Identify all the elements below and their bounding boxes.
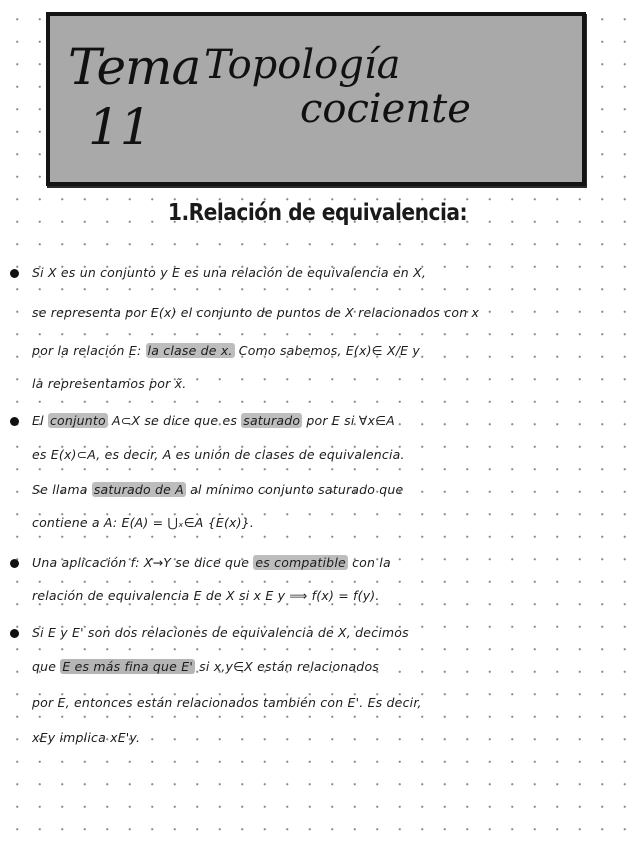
p1-line3-b: Como sabemos, E(x)∈ X/E y [234, 343, 420, 358]
p1-highlight-class: la clase de x. [147, 343, 233, 358]
p2-line4: contiene a A: E(A) = ⋃ₓ∈A {E(x)}. [32, 515, 255, 530]
p2-highlight-saturado-de-a: saturado de A [93, 482, 184, 497]
p1-line3 [32, 343, 420, 358]
title-line1: Topología [204, 42, 401, 88]
p3-highlight-compatible: es compatible [255, 555, 346, 570]
p1-line3-a: por la relación E: [32, 343, 146, 358]
bullet-point-2 [10, 417, 19, 426]
p4-line1: Si E y E' son dos relaciones de equivalencia de X, decimos [32, 625, 409, 640]
section-heading: 1.Relación de equivalencia: [167, 200, 468, 226]
p4-line2 [32, 659, 379, 674]
p3-line2: relación de equivalencia E de X si x E y ⟹ f(x) = f(y). [32, 588, 380, 603]
p2-line3-b: al mínimo conjunto saturado que [185, 482, 404, 497]
p2-line3-a: Se llama [32, 482, 92, 497]
p2-line1-b: A⊂X se dice que es [107, 413, 242, 428]
p3-line1-a: Una aplicación f: X→Y se dice que [32, 555, 254, 570]
bullet-point-1 [10, 269, 19, 278]
p3-line1 [32, 555, 391, 570]
p2-line1-a: El [32, 413, 48, 428]
p2-line2: es E(x)⊂A, es decir, A es unión de clases de equivalencia. [32, 447, 405, 462]
title-box [46, 12, 586, 186]
p4-line4: xEy implica xE'y. [32, 730, 141, 745]
p4-highlight-mas-fina: E es más fina que E' [62, 659, 193, 674]
title-number: 11 [88, 98, 152, 156]
p2-highlight-saturado: saturado [243, 413, 301, 428]
bullet-point-4 [10, 629, 19, 638]
p1-line2: se representa por E(x) el conjunto de puntos de X relacionados con x [32, 305, 480, 320]
bullet-point-3 [10, 559, 19, 568]
p4-line2-b: si x,y∈X están relacionados [194, 659, 380, 674]
p1-line1: Si X es un conjunto y E es una relación de equivalencia en X, [32, 265, 427, 280]
title-line2: cociente [300, 86, 471, 132]
p1-line4: la representamos por x̃. [32, 376, 187, 391]
p2-line1 [32, 413, 395, 428]
p3-line1-b: con la [347, 555, 391, 570]
p2-highlight-conjunto: conjunto [49, 413, 106, 428]
p2-line3 [32, 482, 403, 497]
p4-line3: por E, entonces están relacionados también con E'. Es decir, [32, 695, 422, 710]
p4-line2-a: que [32, 659, 61, 674]
p2-line1-c: por E si ∀x∈A [302, 413, 395, 428]
title-word: Tema [68, 38, 201, 96]
